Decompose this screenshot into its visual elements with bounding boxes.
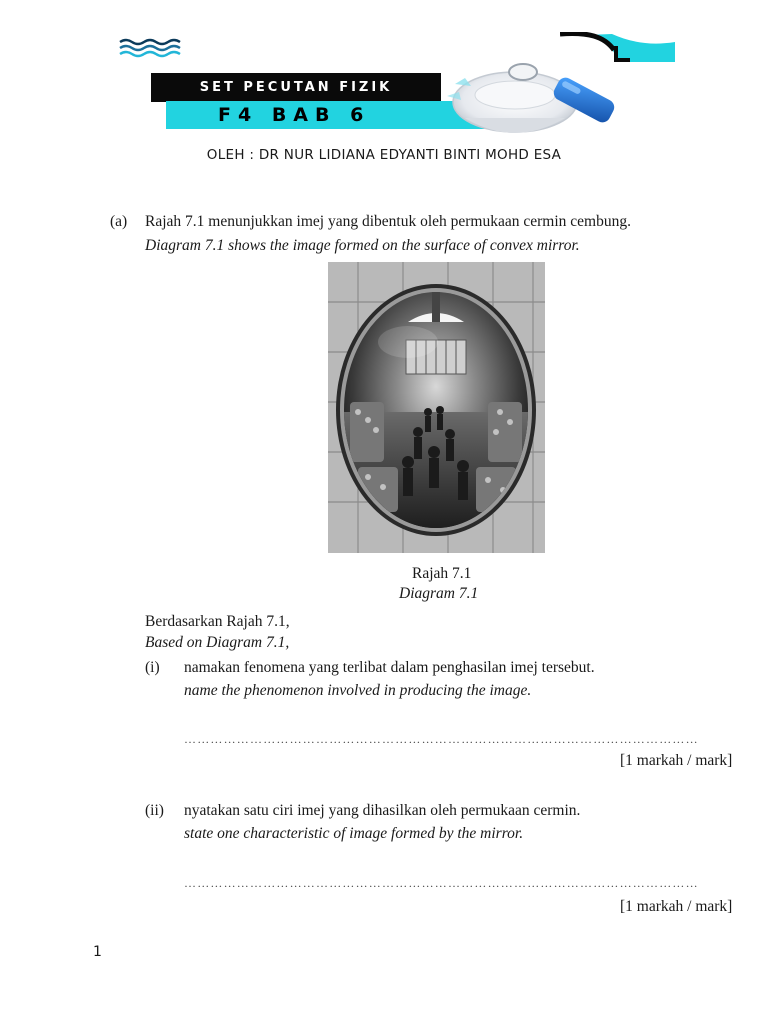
- part-i-text-english: name the phenomenon involved in producing the image.: [184, 682, 532, 699]
- part-ii-text-english: state one characteristic of image formed by the mirror.: [184, 825, 524, 842]
- convex-mirror-diagram: [328, 262, 545, 553]
- part-ii-text-malay: nyatakan satu ciri imej yang dihasilkan oleh permukaan cermin.: [184, 802, 581, 819]
- question-stem-english: Diagram 7.1 shows the image formed on the surface of convex mirror.: [145, 237, 580, 254]
- part-i-answer-line[interactable]: ………………………………………………………………………………………………………: [184, 732, 699, 746]
- part-i-mark: [1 markah / mark]: [620, 752, 733, 769]
- part-i-text-malay: namakan fenomena yang terlibat dalam penghasilan imej tersebut.: [184, 659, 595, 676]
- part-ii-answer-line[interactable]: ………………………………………………………………………………………………………: [184, 876, 699, 890]
- page-number: 1: [93, 944, 102, 960]
- frying-pan-illustration: [445, 60, 620, 140]
- question-stem-malay: Rajah 7.1 menunjukkan imej yang dibentuk oleh permukaan cermin cembung.: [145, 213, 631, 230]
- question-label: (a): [110, 213, 128, 230]
- based-on-malay: Berdasarkan Rajah 7.1,: [145, 613, 290, 630]
- based-on-english: Based on Diagram 7.1,: [145, 634, 290, 651]
- part-ii-mark: [1 markah / mark]: [620, 898, 733, 915]
- part-ii-label: (ii): [145, 802, 164, 819]
- wave-decoration-icon: [118, 38, 186, 58]
- diagram-caption-malay: Rajah 7.1: [412, 565, 472, 582]
- banner-title-black: SET PECUTAN FIZIK: [151, 73, 441, 102]
- banner-title-cyan: F4 BAB 6: [166, 101, 498, 129]
- diagram-caption-english: Diagram 7.1: [399, 585, 479, 602]
- author-line: OLEH : DR NUR LIDIANA EDYANTI BINTI MOHD ESA: [206, 147, 562, 163]
- part-i-label: (i): [145, 659, 160, 676]
